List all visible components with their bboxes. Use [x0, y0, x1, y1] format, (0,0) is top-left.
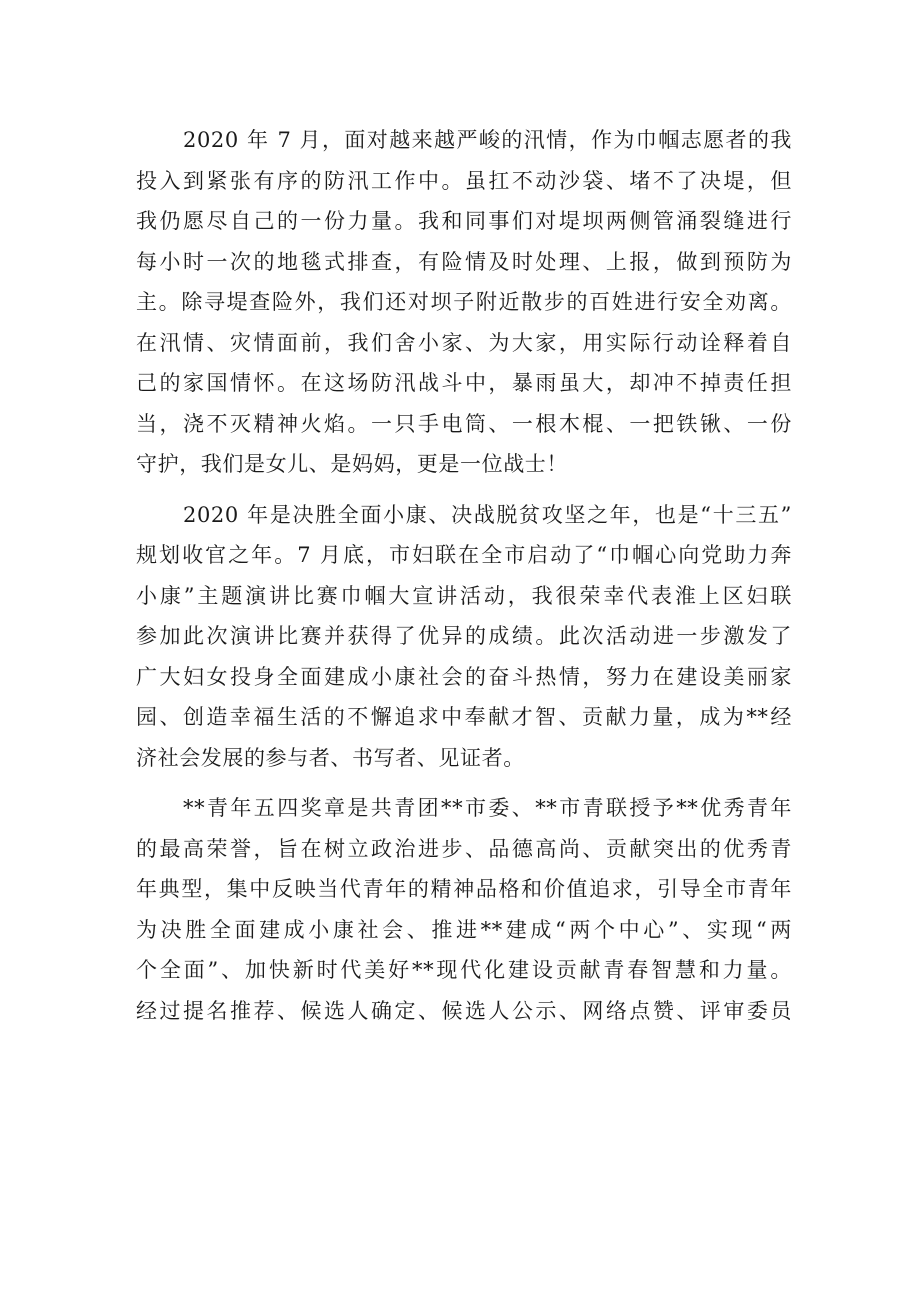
text-line: 每小时一次的地毯式排查，有险情及时处理、上报，做到预防为: [136, 249, 792, 274]
text-line: 参加此次演讲比赛并获得了优异的成绩。此次活动进一步激发了: [136, 624, 792, 648]
paragraph-flood-volunteer: [136, 120, 792, 485]
text-line: 广大妇女投身全面建成小康社会的奋斗热情，努力在建设美丽家: [136, 664, 792, 689]
text-line: 园、创造幸福生活的不懈追求中奉献才智、贡献力量，成为**经: [136, 705, 792, 729]
paragraph-gap: [136, 778, 792, 788]
text-line: 年典型，集中反映当代青年的精神品格和价值追求，引导全市青年: [136, 877, 792, 901]
text-line: 在汛情、灾情面前，我们舍小家、为大家，用实际行动诠释着自: [136, 330, 792, 355]
document-body: [136, 120, 792, 1031]
text-line: 济社会发展的参与者、书写者、见证者。: [136, 745, 525, 770]
text-line: 投入到紧张有序的防汛工作中。虽扛不动沙袋、堵不了决堤，但: [136, 168, 792, 193]
text-line: 的最高荣誉，旨在树立政治进步、品德高尚、贡献突出的优秀青: [136, 836, 792, 861]
text-line: 规划收官之年。7 月底，市妇联在全市启动了“巾帼心向党助力奔: [136, 543, 792, 567]
text-line: 守护，我们是女儿、是妈妈，更是一位战士！: [136, 452, 568, 476]
text-line: 小康”主题演讲比赛巾帼大宣讲活动，我很荣幸代表淮上区妇联: [136, 583, 792, 608]
text-line: 己的家国情怀。在这场防汛战斗中，暴雨虽大，却冲不掉责任担: [136, 371, 792, 395]
text-line: 主。除寻堤查险外，我们还对坝子附近散步的百姓进行安全劝离。: [136, 290, 792, 314]
text-line: 经过提名推荐、候选人确定、候选人公示、网络点赞、评审委员: [136, 998, 792, 1023]
text-line: 2020 年是决胜全面小康、决战脱贫攻坚之年，也是“十三五”: [183, 502, 792, 527]
text-line: 2020 年 7 月，面对越来越严峻的汛情，作为巾帼志愿者的我: [183, 128, 792, 152]
text-line: 为决胜全面建成小康社会、推进**建成“两个中心”、实现“两: [136, 917, 792, 942]
paragraph-youth-medal: [136, 788, 792, 1031]
paragraph-gap: [136, 485, 792, 495]
text-line: 个全面”、加快新时代美好**现代化建设贡献青春智慧和力量。: [136, 958, 792, 982]
text-line: **青年五四奖章是共青团**市委、**市青联授予**优秀青年: [183, 796, 792, 820]
paragraph-speech-contest: [136, 495, 792, 779]
text-line: 当，浇不灭精神火焰。一只手电筒、一根木棍、一把铁锹、一份: [136, 411, 792, 436]
text-line: 我仍愿尽自己的一份力量。我和同事们对堤坝两侧管涌裂缝进行: [136, 209, 792, 233]
